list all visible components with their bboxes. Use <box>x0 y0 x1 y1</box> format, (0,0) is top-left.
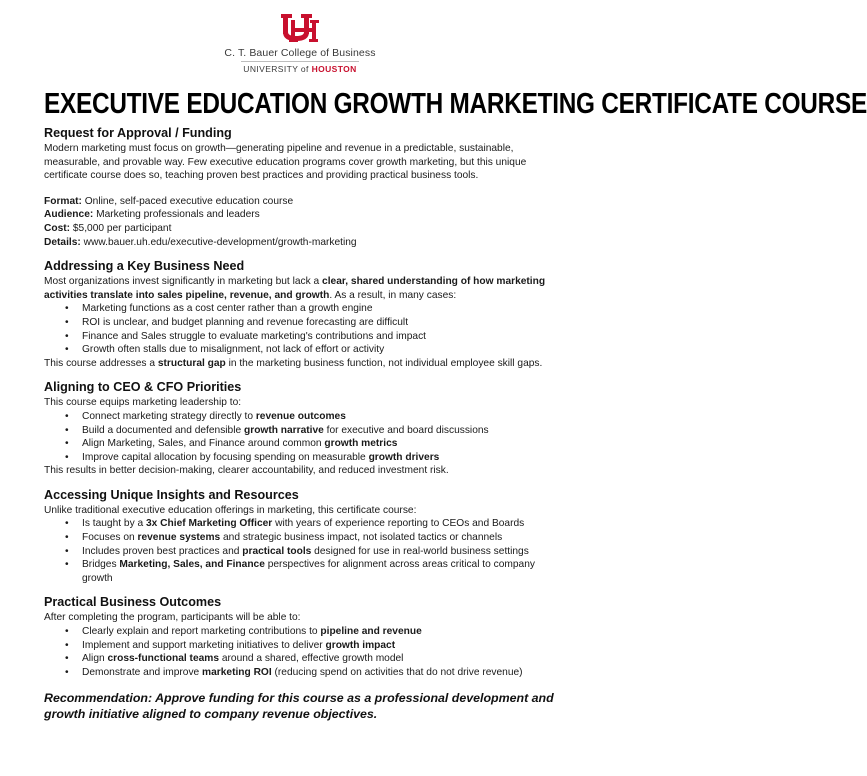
bold-run: pipeline and revenue <box>320 626 422 638</box>
section-priorities <box>44 380 564 478</box>
section-paragraph <box>44 357 564 371</box>
bold-run: growth impact <box>325 639 396 651</box>
text-run: Connect marketing strategy directly to <box>82 410 256 422</box>
text-run: . As a result, in many cases: <box>329 289 457 301</box>
text-run: Clearly explain and report marketing contributions to <box>82 626 321 638</box>
list-item <box>82 666 564 680</box>
bold-run: clear, shared understanding of how marketing activities translate into sales pipeline, revenue, and growth <box>44 276 546 301</box>
bullet-list <box>44 302 564 356</box>
bold-run: 3x Chief Marketing Officer <box>146 518 273 530</box>
text-run: and strategic business impact, not isolated tactics or channels <box>220 532 503 544</box>
document-body <box>44 126 564 722</box>
bold-run: Marketing, Sales, and Finance <box>119 559 265 571</box>
text-run: around a shared, effective growth model <box>219 653 404 665</box>
bold-run: revenue outcomes <box>255 410 346 422</box>
section-paragraph: This course equips marketing leadership to: <box>44 397 242 409</box>
detail-link <box>44 236 564 250</box>
text-run: Bridges <box>82 559 120 571</box>
list-item <box>82 410 564 424</box>
detail-format <box>44 195 564 209</box>
section-heading: Practical Business Outcomes <box>44 595 222 610</box>
text-run: Improve capital allocation by focusing spending on measurable <box>82 451 369 463</box>
list-item: • Finance and Sales struggle to evaluate marketing's contributions and impact <box>82 330 564 344</box>
text-run: Align Marketing, Sales, and Finance around common <box>82 438 325 450</box>
text-run: This course addresses a <box>44 357 158 369</box>
section-paragraph: This results in better decision-making, clearer accountability, and reduced investment risk. <box>44 465 449 477</box>
section-paragraph: Unlike traditional executive education offerings in marketing, this certificate course: <box>44 504 417 516</box>
text-run: in the marketing business function, not individual employee skill gaps. <box>225 357 543 369</box>
text-run: for executive and board discussions <box>323 424 489 436</box>
text-run: designed for use in real-world business settings <box>311 545 529 557</box>
detail-label: Cost: <box>44 222 71 234</box>
list-item <box>82 451 564 465</box>
header-logo-block <box>0 12 600 74</box>
logo-divider <box>241 61 359 62</box>
text-run: Focuses on <box>82 532 138 544</box>
page-title: EXECUTIVE EDUCATION GROWTH MARKETING CERTIFICATE COURSE <box>44 88 867 120</box>
list-item <box>82 639 564 653</box>
detail-value: Marketing professionals and leaders <box>93 209 260 221</box>
detail-label: Audience: <box>44 209 94 221</box>
bullet-list <box>44 517 564 585</box>
section-paragraph: Modern marketing must focus on growth—generating pipeline and revenue in a predictable, sustainable, measurable, and provable way. Few executive education programs cover growth marketing, but this unique certificate course does so, teaching proven best practices and providing practical business tools. <box>44 143 527 182</box>
detail-audience <box>44 208 564 222</box>
section-heading: Addressing a Key Business Need <box>44 259 245 274</box>
detail-value: Online, self-paced executive education course <box>81 195 294 207</box>
section-heading: Aligning to CEO & CFO Priorities <box>44 380 242 395</box>
bullet-list <box>44 625 564 679</box>
text-run: perspectives for alignment across areas critical to company growth <box>82 559 535 584</box>
list-item <box>82 517 564 531</box>
bullet-list <box>44 410 564 464</box>
text-run: Most organizations invest significantly in marketing but lack a <box>44 276 323 288</box>
college-name: C. T. Bauer College of Business <box>224 47 376 59</box>
list-item: • ROI is unclear, and budget planning and revenue forecasting are difficult <box>82 316 564 330</box>
recommendation: Recommendation: Approve funding for this course as a professional development and growth initiative aligned to company revenue objectives. <box>44 691 554 721</box>
section-heading: Accessing Unique Insights and Resources <box>44 487 299 502</box>
list-item <box>82 531 564 545</box>
text-run: with years of experience reporting to CEOs and Boards <box>272 518 525 530</box>
detail-label: Details: <box>44 236 81 248</box>
university-prefix: UNIVERSITY of <box>243 64 312 74</box>
text-run: Implement and support marketing initiatives to deliver <box>82 639 326 651</box>
bold-run: growth drivers <box>368 451 440 463</box>
list-item: • Growth often stalls due to misalignment, not lack of effort or activity <box>82 343 564 357</box>
section-outcomes <box>44 595 564 679</box>
bold-run: growth narrative <box>244 424 324 436</box>
section-heading: Request for Approval / Funding <box>44 126 232 140</box>
text-run: Build a documented and defensible <box>82 424 244 436</box>
detail-value: $5,000 per participant <box>70 222 172 234</box>
text-run: Includes proven best practices and <box>82 545 243 557</box>
section-request <box>44 126 564 249</box>
bold-run: structural gap <box>157 357 226 369</box>
list-item <box>82 545 564 559</box>
text-run: Demonstrate and improve <box>82 666 203 678</box>
bold-run: marketing ROI <box>202 666 272 678</box>
bold-run: revenue systems <box>137 532 221 544</box>
section-insights <box>44 488 564 586</box>
list-item <box>82 437 564 451</box>
section-business-need <box>44 259 564 370</box>
list-item: • Marketing functions as a cost center rather than a growth engine <box>82 302 564 316</box>
details-url: www.bauer.uh.edu/executive-development/growth-marketing <box>80 236 357 248</box>
uh-interlocking-logo-icon <box>279 12 321 44</box>
university-houston: HOUSTON <box>311 64 357 74</box>
bold-run: growth metrics <box>324 438 398 450</box>
section-paragraph: After completing the program, participants will be able to: <box>44 612 301 624</box>
text-run: (reducing spend on activities that do not drive revenue) <box>271 666 523 678</box>
university-name <box>0 64 600 74</box>
section-paragraph <box>44 275 564 302</box>
detail-label: Format: <box>44 195 82 207</box>
list-item <box>82 424 564 438</box>
detail-cost <box>44 222 564 236</box>
list-item <box>82 625 564 639</box>
bold-run: cross-functional teams <box>107 653 220 665</box>
text-run: Is taught by a <box>82 518 146 530</box>
text-run: Align <box>82 653 108 665</box>
list-item <box>82 558 564 585</box>
bold-run: practical tools <box>242 545 312 557</box>
list-item <box>82 652 564 666</box>
